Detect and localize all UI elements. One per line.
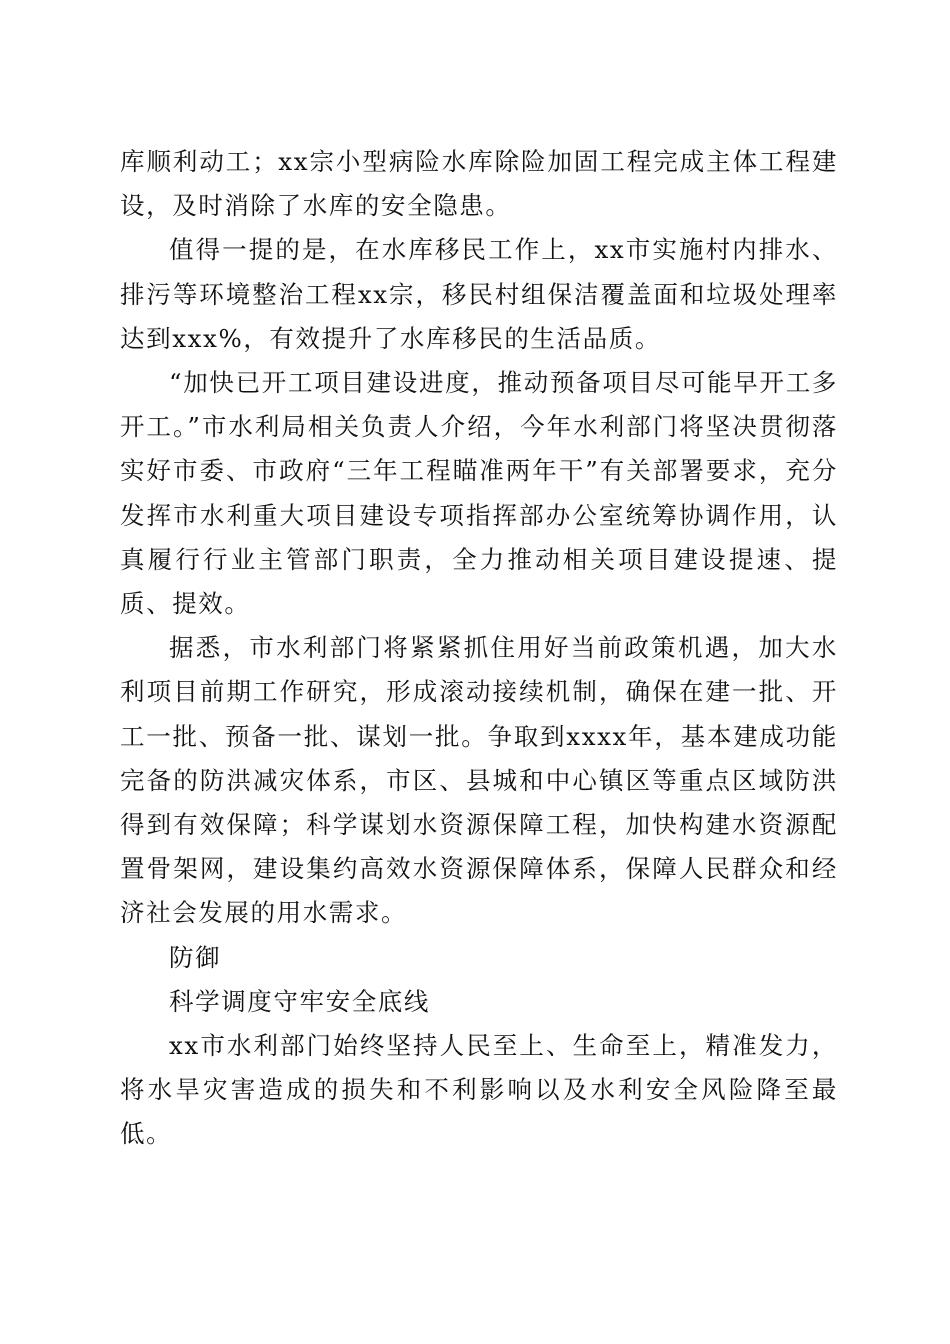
section-heading-defense: 防御 bbox=[169, 942, 222, 972]
paragraph-continuation: 库顺利动工；xx宗小型病险水库除险加固工程完成主体工程建设，及时消除了水库的安全隐患。 bbox=[120, 147, 838, 221]
document-body bbox=[120, 140, 838, 1157]
paragraph-project-progress-quote: “加快已开工项目建设进度，推动预备项目尽可能早开工多开工。”市水利局相关负责人介绍，今年水利部门将坚决贯彻落实好市委、市政府“三年工程瞄准两年干”有关部署要求，充分发挥市水利重大项目建设专项指挥部办公室统筹协调作用，认真履行行业主管部门职责，全力推动相关项目建设提速、提质、提效。 bbox=[120, 368, 838, 619]
paragraph-reservoir-resettlement: 值得一提的是，在水库移民工作上，xx市实施村内排水、排污等环境整治工程xx宗，移民村组保洁覆盖面和垃圾处理率达到xxx%，有效提升了水库移民的生活品质。 bbox=[120, 235, 838, 353]
section-subheading-safety: 科学调度守牢安全底线 bbox=[169, 986, 430, 1016]
paragraph-policy-plan: 据悉，市水利部门将紧紧抓住用好当前政策机遇，加大水利项目前期工作研究，形成滚动接续机制，确保在建一批、开工一批、预备一批、谋划一批。争取到xxxx年，基本建成功能完备的防洪减灾体系，市区、县城和中心镇区等重点区域防洪得到有效保障；科学谋划水资源保障工程，加快构建水资源配置骨架网，建设集约高效水资源保障体系，保障人民群众和经济社会发展的用水需求。 bbox=[120, 633, 838, 928]
paragraph-risk-reduction: xx市水利部门始终坚持人民至上、生命至上，精准发力，将水旱灾害造成的损失和不利影响以及水利安全风险降至最低。 bbox=[120, 1031, 838, 1149]
